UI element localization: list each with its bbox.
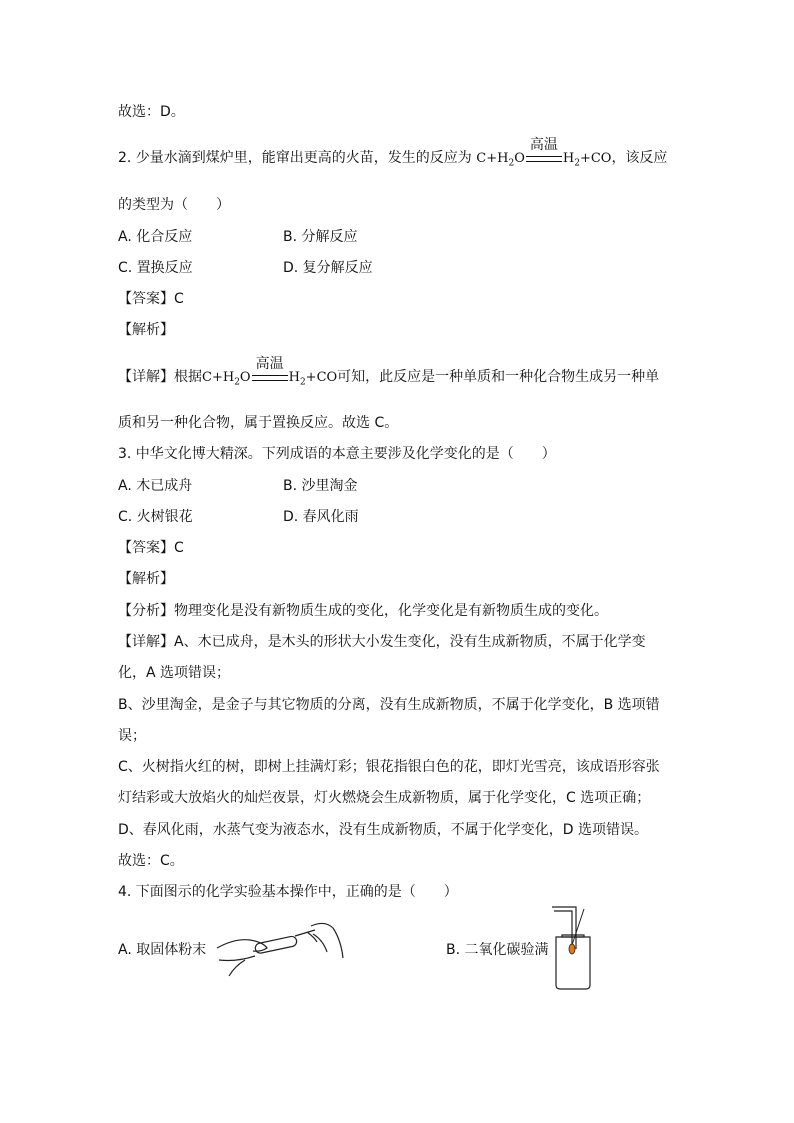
q3-analysis-header: 【解析】 <box>118 571 174 587</box>
equation-reactants: $C+H_2O$ <box>476 151 525 169</box>
q3-detail-c2: 灯结彩或大放焰火的灿烂夜景，灯火燃烧会生成新物质，属于化学变化，C 选项正确； <box>118 790 651 806</box>
q2-option-b: B. 分解反应 <box>283 229 358 245</box>
q3-detail-a2: 化，A 选项错误； <box>118 665 231 681</box>
q3-conclusion: 故选：C。 <box>118 853 184 869</box>
answer-line-q1: 故选：D。 <box>118 104 185 120</box>
question-2-line2: 的类型为（ ） <box>118 197 230 213</box>
q3-detail-d: D、春风化雨，水蒸气变为液态水，没有生成新物质，不属于化学变化，D 选项错误。 <box>118 822 649 838</box>
q3-analysis: 【分析】物理变化是没有新物质生成的变化，化学变化是有新物质生成的变化。 <box>118 603 608 619</box>
q2-detail: 【详解】根据$C+H_2O$ 高温 $H_2+CO$可知，此反应是一种单质和一种化合物生成另一种单 <box>118 367 659 393</box>
q4-option-b: B. 二氧化碳验满 <box>446 942 549 958</box>
q2-stem-text: 2. 少量水滴到煤炉里，能窜出更高的火苗，发生的反应为 <box>118 150 472 166</box>
question-2-stem <box>118 137 668 174</box>
equation-products: $H_2+CO$ <box>562 151 612 169</box>
q2-option-c: C. 置换反应 <box>118 260 193 276</box>
question-4-stem: 4. 下面图示的化学实验基本操作中，正确的是（ ） <box>118 884 458 900</box>
q2-answer: 【答案】C <box>118 291 184 307</box>
q3-detail-b1: B、沙里淘金，是金子与其它物质的分离，没有生成新物质，不属于化学变化，B 选项错 <box>118 697 660 713</box>
q3-detail-b2: 误； <box>118 728 146 744</box>
q3-option-c: C. 火树银花 <box>118 509 193 525</box>
chemical-equation <box>476 137 612 174</box>
q2-option-a: A. 化合反应 <box>118 229 193 245</box>
question-3-stem: 3. 中华文化博大精深。下列成语的本意主要涉及化学变化的是（ ） <box>118 446 556 462</box>
powder-sampling-illustration <box>215 918 345 980</box>
q3-detail-c1: C、火树指火红的树，即树上挂满灯彩；银花指银白色的花，即灯光雪亮，该成语形容张 <box>118 759 660 775</box>
q3-option-b: B. 沙里淘金 <box>283 478 358 494</box>
q3-answer: 【答案】C <box>118 540 184 556</box>
chemical-equation-2: $C+H_2O$ 高温 $H_2+CO$ <box>202 356 338 388</box>
q2-detail-line2: 质和另一种化合物，属于置换反应。故选 C。 <box>118 415 399 431</box>
detail-label: 【详解】 <box>118 369 174 385</box>
q4-option-a: A. 取固体粉末 <box>118 942 207 958</box>
q3-option-d: D. 春风化雨 <box>283 509 359 525</box>
co2-collection-illustration <box>548 905 598 991</box>
reaction-condition-2: 高温 <box>255 356 284 372</box>
q2-stem-tail: ，该反应 <box>611 150 668 166</box>
equals-sign <box>526 156 562 162</box>
q2-option-d: D. 复分解反应 <box>283 260 373 276</box>
q2-analysis-header: 【解析】 <box>118 322 174 338</box>
q3-option-a: A. 木已成舟 <box>118 478 193 494</box>
reaction-condition: 高温 <box>529 137 558 153</box>
q3-detail-a1: 【详解】A、木已成舟，是木头的形状大小发生变化，没有生成新物质，不属于化学变 <box>118 634 646 650</box>
equals-sign-2 <box>252 375 288 381</box>
